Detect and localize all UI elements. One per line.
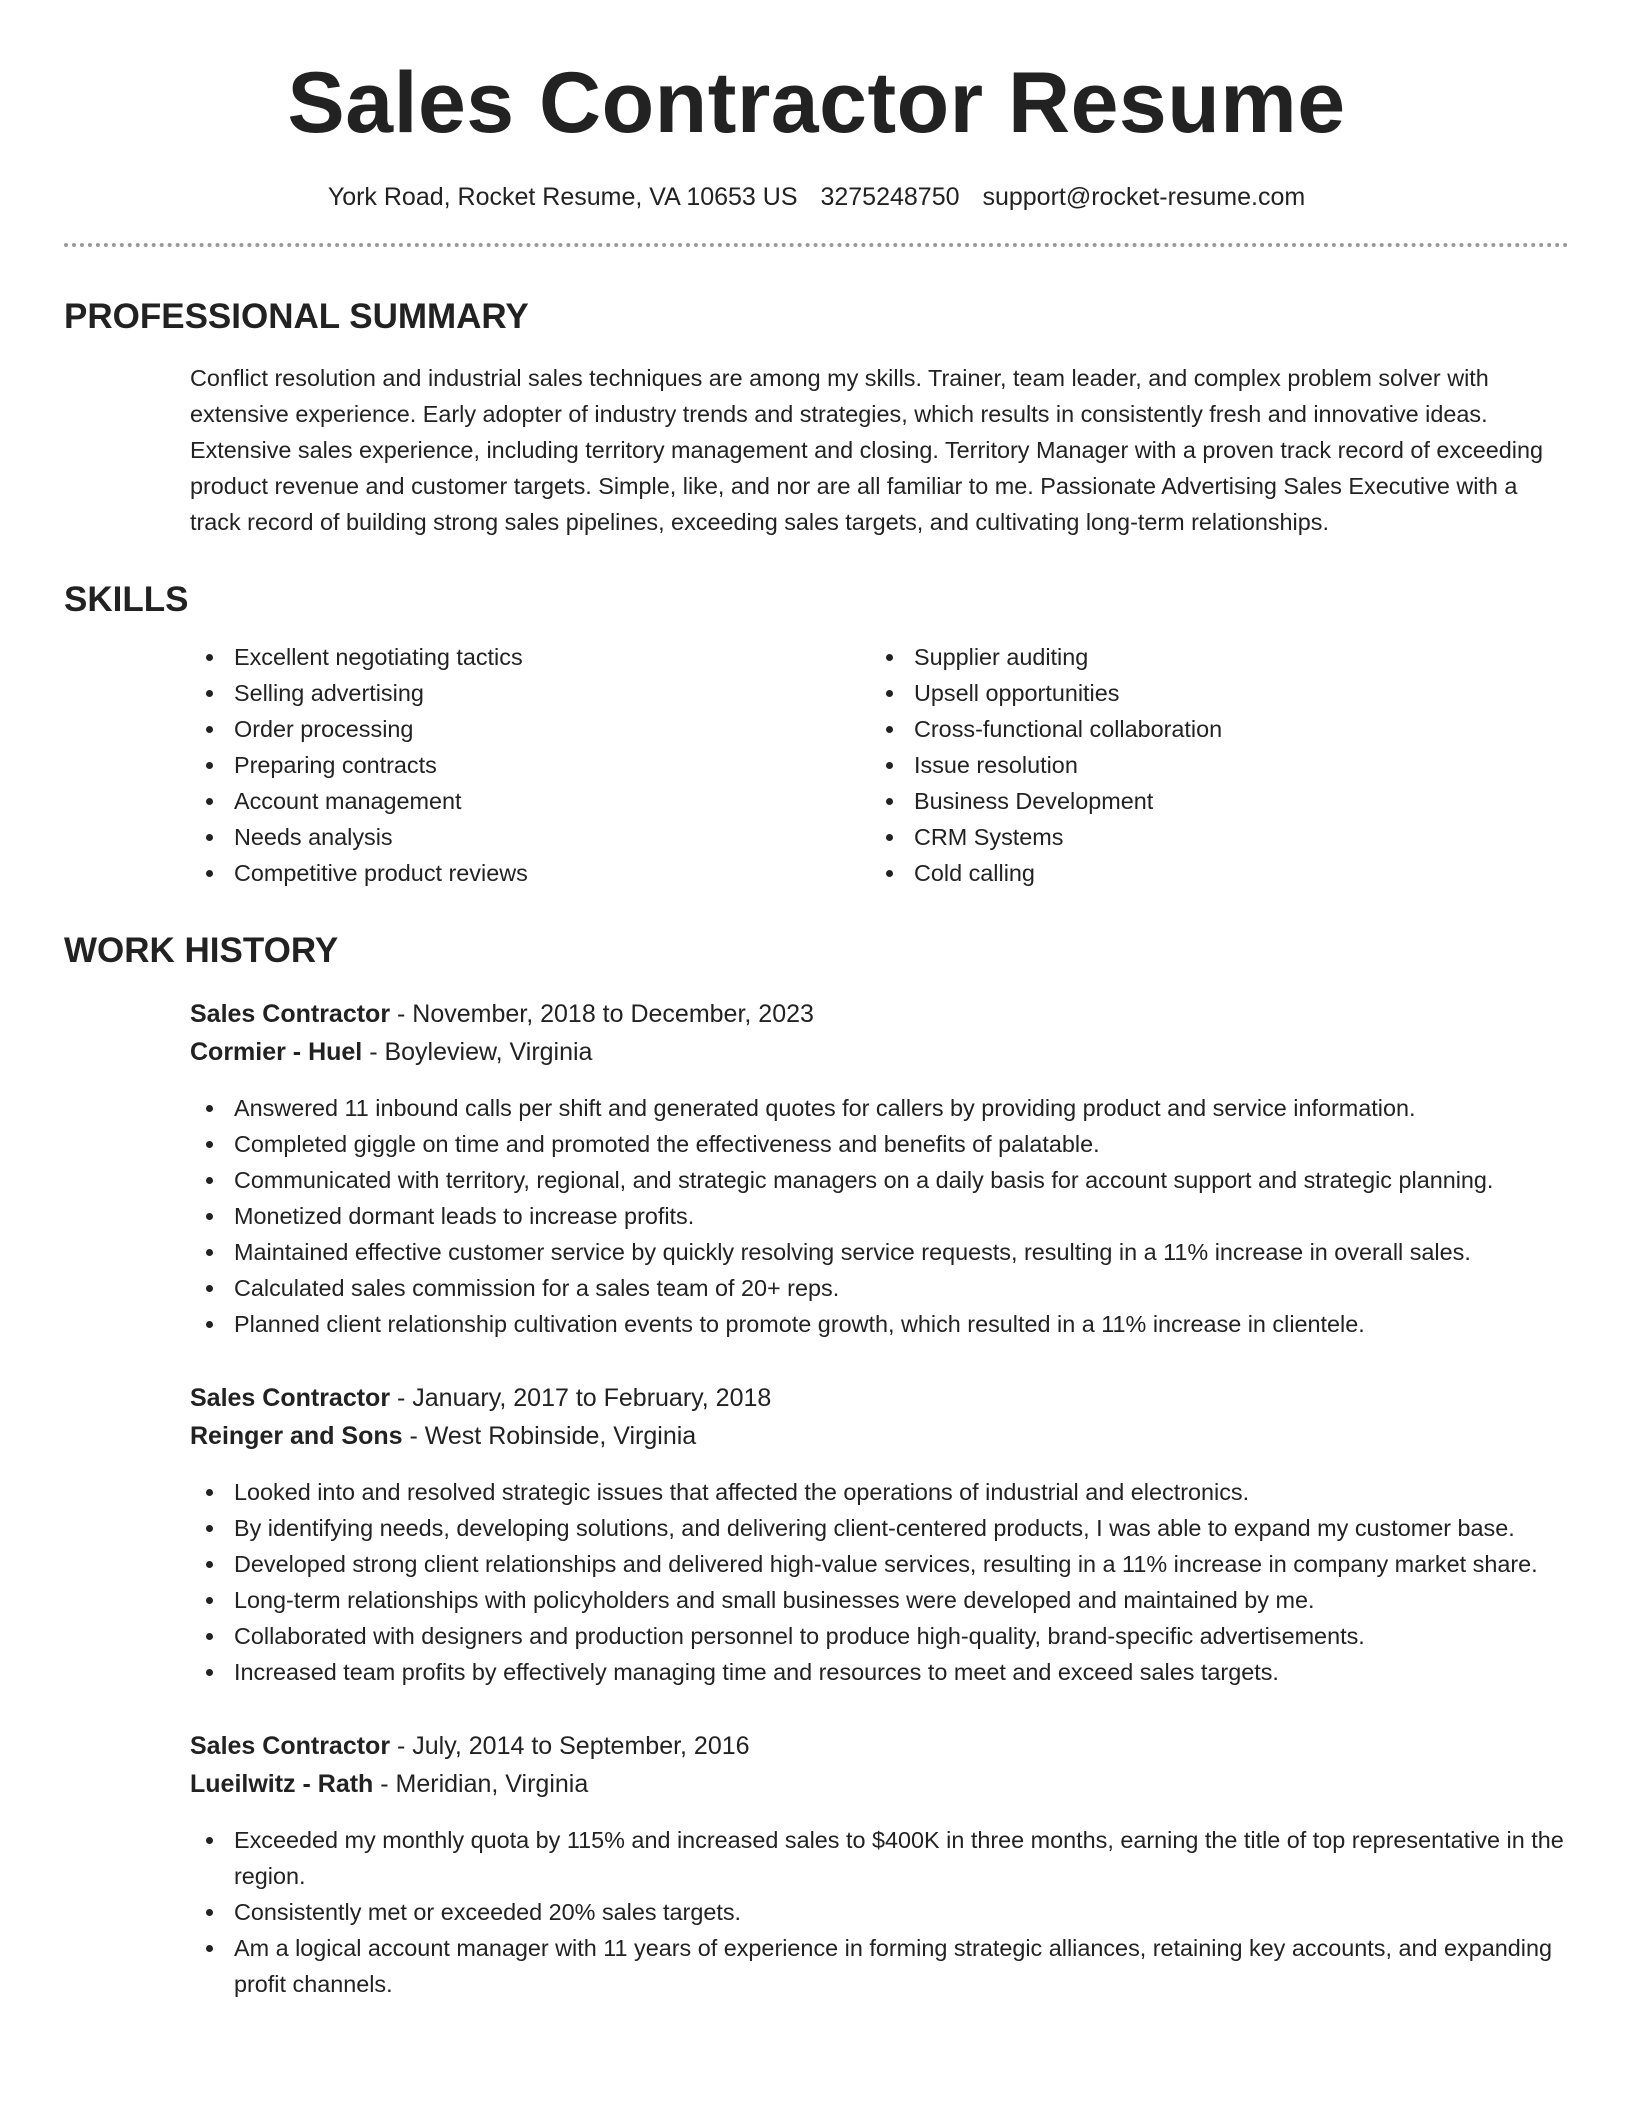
- job-bullets: [190, 1474, 1569, 1690]
- job-dates: - July, 2014 to September, 2016: [390, 1732, 750, 1760]
- skills-list: [64, 639, 1569, 891]
- contact-line: [64, 185, 1569, 210]
- job-role: Sales Contractor: [190, 1000, 391, 1028]
- job-entry: [64, 1379, 1569, 1690]
- job-bullet: Planned client relationship cultivation events to promote growth, which resulted in a 11% increase in clientele.: [190, 1306, 1569, 1342]
- summary-text: Conflict resolution and industrial sales techniques are among my skills. Trainer, team leader, and complex problem solver with extensive experience. Early adopter of industry trends and strategies, which results in consistently fresh and innovative ideas. Extensive sales experience, including territory management and closing. Territory Manager with a proven track record of exceeding product revenue and customer targets. Simple, like, and nor are all familiar to me. Passionate Advertising Sales Executive with a track record of building strong sales pipelines, exceeding sales targets, and cultivating long-term relationships.: [190, 365, 1544, 535]
- job-company-line: [190, 1765, 1569, 1803]
- job-location: - West Robinside, Virginia: [402, 1422, 697, 1450]
- skill-item: Upsell opportunities: [870, 675, 1222, 711]
- job-location: - Boyleview, Virginia: [362, 1038, 593, 1066]
- job-bullet: Completed giggle on time and promoted the effectiveness and benefits of palatable.: [190, 1126, 1569, 1162]
- skill-item: Order processing: [190, 711, 870, 747]
- email-text: support@rocket-resume.com: [982, 183, 1306, 211]
- job-bullet: Monetized dormant leads to increase profits.: [190, 1198, 1569, 1234]
- job-company: Reinger and Sons: [190, 1422, 403, 1450]
- job-bullet: Collaborated with designers and production personnel to produce high-quality, brand-specific advertisements.: [190, 1618, 1569, 1654]
- job-bullet: Maintained effective customer service by quickly resolving service requests, resulting in a 11% increase in overall sales.: [190, 1234, 1569, 1270]
- skill-item: Cold calling: [870, 855, 1222, 891]
- skills-heading: SKILLS: [64, 580, 189, 619]
- job-bullet: Consistently met or exceeded 20% sales targets.: [190, 1894, 1569, 1930]
- skills-column-left: [190, 639, 870, 891]
- skill-item: Issue resolution: [870, 747, 1222, 783]
- skill-item: Preparing contracts: [190, 747, 870, 783]
- skill-item: Needs analysis: [190, 819, 870, 855]
- skill-item: Supplier auditing: [870, 639, 1222, 675]
- job-dates: - January, 2017 to February, 2018: [390, 1384, 772, 1412]
- job-role: Sales Contractor: [190, 1732, 391, 1760]
- job-bullet: Long-term relationships with policyholders and small businesses were developed and maintained by me.: [190, 1582, 1569, 1618]
- skill-item: Excellent negotiating tactics: [190, 639, 870, 675]
- skill-item: Cross-functional collaboration: [870, 711, 1222, 747]
- job-company: Lueilwitz - Rath: [190, 1770, 374, 1798]
- job-dates: - November, 2018 to December, 2023: [390, 1000, 814, 1028]
- skill-item: Competitive product reviews: [190, 855, 870, 891]
- job-bullets: [190, 1822, 1569, 2002]
- skill-item: CRM Systems: [870, 819, 1222, 855]
- job-company-line: [190, 1033, 1569, 1071]
- work-history-heading: WORK HISTORY: [64, 931, 339, 970]
- skills-column-right: [870, 639, 1222, 891]
- skill-item: Account management: [190, 783, 870, 819]
- job-company: Cormier - Huel: [190, 1038, 363, 1066]
- skill-item: Selling advertising: [190, 675, 870, 711]
- job-bullet: Answered 11 inbound calls per shift and generated quotes for callers by providing product and service information.: [190, 1090, 1569, 1126]
- resume-title: Sales Contractor Resume: [287, 55, 1346, 151]
- summary-heading: PROFESSIONAL SUMMARY: [64, 297, 529, 336]
- job-location: - Meridian, Virginia: [373, 1770, 589, 1798]
- job-bullet: By identifying needs, developing solutions, and delivering client-centered products, I was able to expand my customer base.: [190, 1510, 1569, 1546]
- job-entry: [64, 1727, 1569, 2002]
- job-bullet: Looked into and resolved strategic issues that affected the operations of industrial and electronics.: [190, 1474, 1569, 1510]
- job-bullet: Communicated with territory, regional, and strategic managers on a daily basis for account support and strategic planning.: [190, 1162, 1569, 1198]
- address-text: York Road, Rocket Resume, VA 10653 US: [327, 183, 798, 211]
- job-title-line: [190, 995, 1569, 1033]
- job-bullet: Developed strong client relationships and delivered high-value services, resulting in a 11% increase in company market share.: [190, 1546, 1569, 1582]
- job-bullet: Am a logical account manager with 11 years of experience in forming strategic alliances, retaining key accounts, and expanding profit channels.: [190, 1930, 1569, 2002]
- skill-item: Business Development: [870, 783, 1222, 819]
- job-company-line: [190, 1417, 1569, 1455]
- job-bullet: Increased team profits by effectively managing time and resources to meet and exceed sales targets.: [190, 1654, 1569, 1690]
- job-title-line: [190, 1727, 1569, 1765]
- job-bullet: Calculated sales commission for a sales team of 20+ reps.: [190, 1270, 1569, 1306]
- job-title-line: [190, 1379, 1569, 1417]
- header-divider: [64, 243, 1569, 247]
- job-bullets: [190, 1090, 1569, 1342]
- job-bullet: Exceeded my monthly quota by 115% and increased sales to $400K in three months, earning the title of top representative in the region.: [190, 1822, 1569, 1894]
- phone-text: 3275248750: [820, 183, 960, 211]
- job-role: Sales Contractor: [190, 1384, 391, 1412]
- job-entry: [64, 995, 1569, 1342]
